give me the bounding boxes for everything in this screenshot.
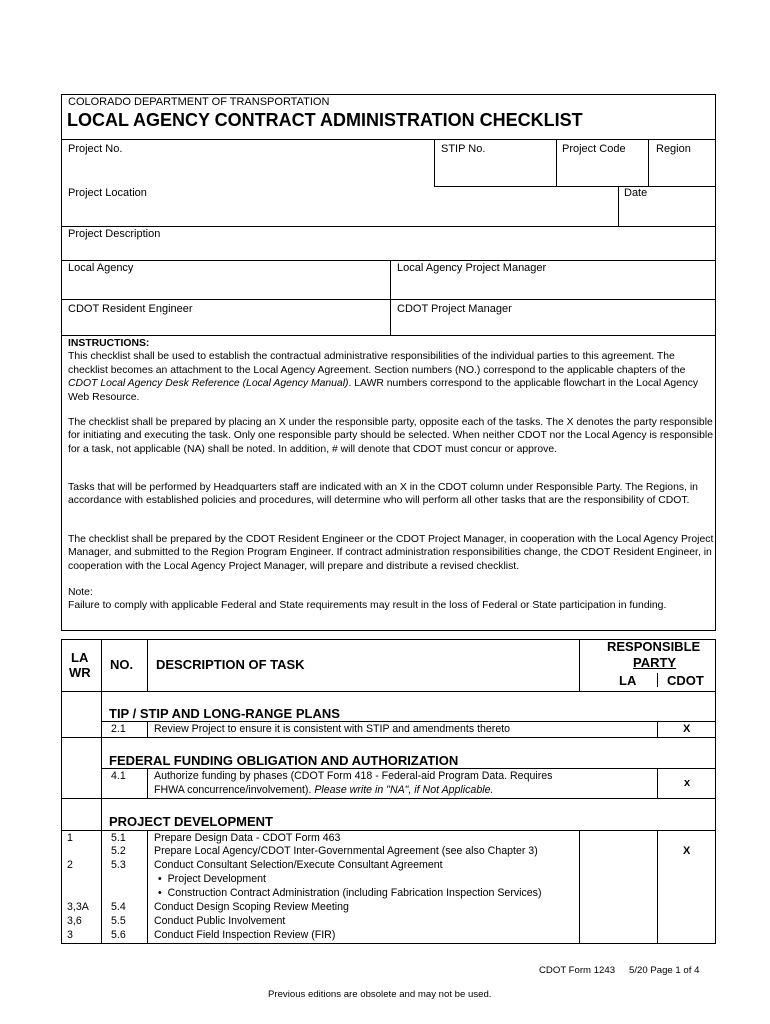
divider [101,721,716,722]
footer-note: Previous editions are obsolete and may not be used. [268,989,492,1000]
divider [657,673,658,687]
divider [657,721,658,737]
date-label: Date [624,187,648,199]
divider [657,768,658,798]
task-description: Conduct Consultant Selection/Execute Consultant Agreement [154,859,443,871]
task-description-italic: Please write in "NA", if Not Applicable. [314,784,494,796]
bullet-text: Construction Contract Administration (including Fabrication Inspection Services) [167,887,542,899]
task-description-line2 [154,784,493,797]
task-no: 2.1 [111,723,126,735]
local-agency-label: Local Agency [68,262,134,274]
section-title: PROJECT DEVELOPMENT [109,814,273,829]
divider [147,721,148,737]
note-text: Failure to comply with applicable Federal and State requirements may result in the loss of Federal or State participation in funding. [68,600,667,612]
divider [434,139,435,186]
instructions-text: . LAWR numbers correspond to the applicable flowchart in the Local Agency Web Resource. [68,378,699,403]
document-title: LOCAL AGENCY CONTRACT ADMINISTRATION CHECKLIST [67,110,583,130]
divider [61,139,716,140]
divider [61,798,716,799]
department-name: COLORADO DEPARTMENT OF TRANSPORTATION [68,96,330,108]
divider [147,639,148,691]
task-no: 5.5 [111,915,126,927]
bullet-text: Project Development [167,873,266,885]
divider [61,226,716,227]
la-header: LA [619,673,637,688]
task-description: Review Project to ensure it is consistent with STIP and amendments thereto [154,723,511,735]
region-label: Region [656,143,691,155]
lawr-header-line1: LA [71,650,89,665]
stip-no-label: STIP No. [441,143,486,155]
project-description-label: Project Description [68,228,161,240]
instructions-paragraph-3: Tasks that will be performed by Headquarters staff are indicated with an X in the CDOT column under Responsible Party. The Regions, in accordance with established policies and procedures, will determine who will perform all other tasks that are the responsibility of CDOT. [68,482,698,507]
cdot-pm-label: CDOT Project Manager [397,303,512,315]
task-no: 5.1 [111,832,126,844]
lawr-value: 3,3A [67,901,89,913]
divider [579,830,580,944]
divider [390,260,391,335]
divider [61,335,716,336]
divider [61,737,716,738]
bullet-item: • Project Development [158,873,266,885]
task-no: 5.2 [111,845,126,857]
cdot-mark: X [683,845,691,857]
bullet-item: • Construction Contract Administration (including Fabrication Inspection Services) [158,887,542,899]
cdot-header: CDOT [667,673,704,688]
task-description: Conduct Design Scoping Review Meeting [154,901,349,913]
lawr-value: 1 [67,832,73,844]
task-description: Prepare Local Agency/CDOT Inter-Governmental Agreement (see also Chapter 3) [154,845,538,857]
section-title: TIP / STIP AND LONG-RANGE PLANS [109,706,340,721]
instructions-paragraph-2: The checklist shall be prepared by placing an X under the responsible party, opposite each of the tasks. The X denotes the party responsible for initiating and executing the task. Only one responsible party should be selected. When neither CDOT nor the Local Agency is responsible for a task, not applicable (NA) shall be noted. In addition, # will denote that CDOT must concur or approve. [68,417,713,455]
divider [434,186,716,187]
divider [147,830,148,944]
divider [648,139,649,186]
manual-title: CDOT Local Agency Desk Reference (Local Agency Manual) [68,378,349,390]
instructions-text: This checklist shall be used to establish the contractual administrative responsibilities of the individual parties to this agreement. The checklist becomes an attachment to the Local Agency Agreement. Section numbers (NO.) correspond to the applicable chapters of the [68,351,686,376]
local-agency-pm-label: Local Agency Project Manager [397,262,547,274]
divider [657,830,658,944]
instructions-paragraph-4: The checklist shall be prepared by the CDOT Resident Engineer or the CDOT Project Manager, in cooperation with the Local Agency Project Manager, and submitted to the Region Program Engineer. If contract administration responsibilities change, the CDOT Resident Engineer, in cooperation with the Local Agency Project Manager, will prepare and distribute a revised checklist. [68,534,714,572]
divider [618,186,619,226]
party-header: PARTY [633,655,677,670]
description-header: DESCRIPTION OF TASK [156,657,305,672]
project-code-label: Project Code [562,143,626,155]
note-block [68,586,714,613]
divider [61,299,716,300]
cdot-mark: X [683,723,691,735]
task-description: Conduct Public Involvement [154,915,286,927]
divider [61,691,716,692]
divider [61,830,716,831]
cdot-mark: x [684,777,691,789]
task-description: Conduct Field Inspection Review (FIR) [154,929,336,941]
task-no: 5.4 [111,901,126,913]
responsible-header: RESPONSIBLE [607,639,701,654]
section-title: FEDERAL FUNDING OBLIGATION AND AUTHORIZATION [109,753,459,768]
divider [101,768,716,769]
task-no: 5.3 [111,859,126,871]
page-number: 5/20 Page 1 of 4 [629,965,700,976]
project-location-label: Project Location [68,187,147,199]
divider [579,639,580,691]
task-description-text: FHWA concurrence/involvement). [154,784,315,796]
task-no: 5.6 [111,929,126,941]
divider [556,139,557,186]
task-no: 4.1 [111,770,126,782]
lawr-header-line2: WR [69,665,91,680]
divider [61,260,716,261]
task-description: Prepare Design Data - CDOT Form 463 [154,832,341,844]
lawr-value: 3,6 [67,915,82,927]
task-description: Authorize funding by phases (CDOT Form 418 - Federal-aid Program Data. Requires [154,770,553,782]
note-label: Note: [68,587,93,598]
lawr-value: 2 [67,859,73,871]
instructions-paragraph-1 [68,337,714,404]
cdot-resident-engineer-label: CDOT Resident Engineer [68,303,193,315]
lawr-value: 3 [67,929,73,941]
instructions-heading: INSTRUCTIONS: [68,338,150,349]
form-number: CDOT Form 1243 [539,965,616,976]
divider [101,639,102,944]
divider [147,768,148,798]
project-no-label: Project No. [68,143,123,155]
no-header: NO. [110,657,134,672]
